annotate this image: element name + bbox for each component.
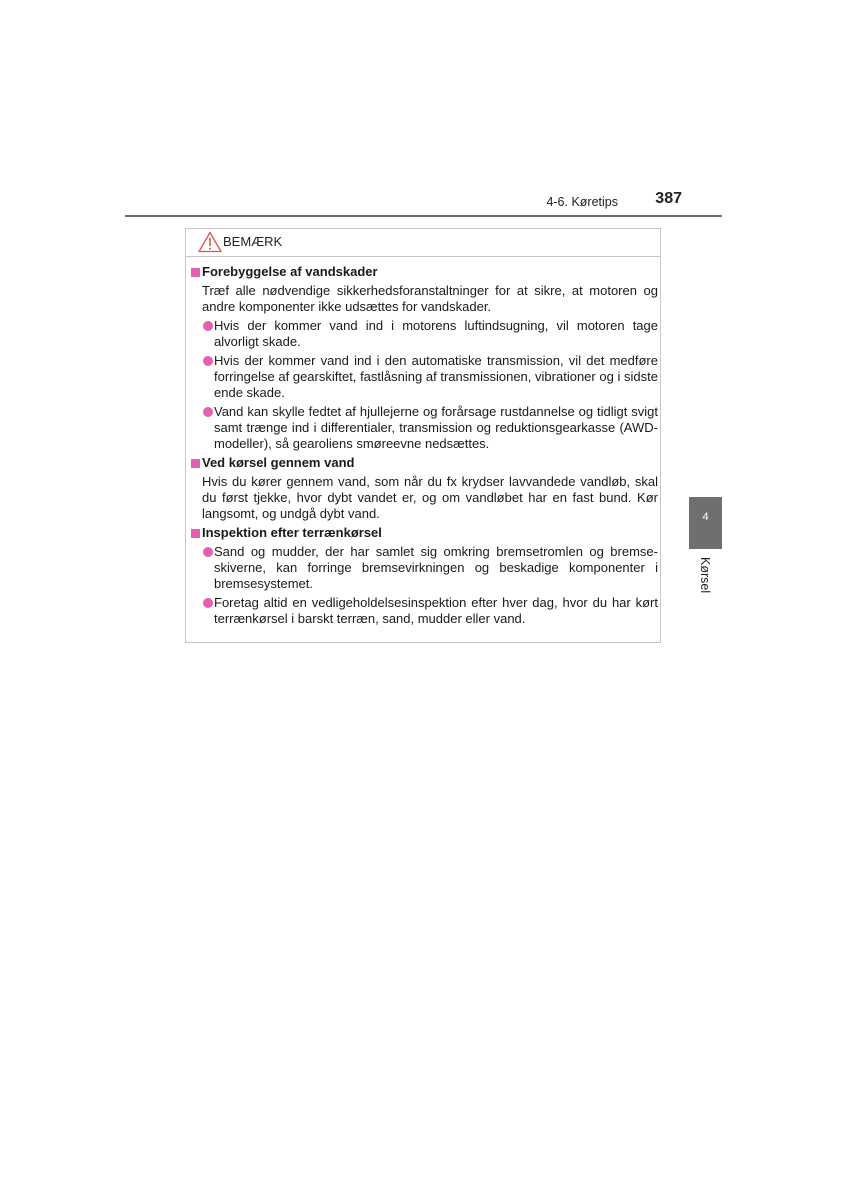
list-item: [190, 318, 658, 350]
square-bullet-icon: [191, 459, 200, 468]
list-item: [190, 544, 658, 592]
chapter-number: 4: [702, 511, 709, 523]
section-heading: [190, 264, 658, 280]
notice-header: [186, 229, 660, 257]
section-heading: [190, 525, 658, 541]
section-heading-text: Ved kørsel gennem vand: [202, 455, 355, 470]
square-bullet-icon: [191, 268, 200, 277]
notice-title: BEMÆRK: [223, 234, 283, 249]
list-item: [190, 404, 658, 452]
circle-bullet-icon: [203, 356, 213, 366]
page-number: 387: [655, 190, 682, 207]
list-item-text: Hvis der kommer vand ind i den automatiske transmission, vil det medføre forringelse af gearskiftet, fastlåsning af transmissionen, vibrationer og i sidste ende skade.: [214, 353, 658, 400]
page-header: [125, 188, 722, 218]
list-item-text: Foretag altid en vedligeholdelsesinspektion efter hver dag, hvor du har kørt terrænkørsel i barskt terræn, sand, mudder eller vand.: [214, 595, 658, 626]
circle-bullet-icon: [203, 407, 213, 417]
section-heading-text: Inspektion efter terrænkørsel: [202, 525, 382, 540]
square-bullet-icon: [191, 529, 200, 538]
header-rule: [125, 215, 722, 217]
circle-bullet-icon: [203, 547, 213, 557]
section-title: 4-6. Køretips: [546, 195, 618, 209]
circle-bullet-icon: [203, 598, 213, 608]
section-paragraph: Træf alle nødvendige sikkerhedsforanstaltninger for at sikre, at motoren og andre komponenter ikke udsættes for vandskader.: [202, 283, 658, 314]
list-item-text: Vand kan skylle fedtet af hjullejerne og forårsage rustdannelse og tidligt svigt samt trænge ind i differentialer, transmission og reduktionsgearkasse (AWD-modeller), så gearoliens smøreevne nedsættes.: [214, 404, 658, 451]
notice-box: [185, 228, 661, 643]
list-item: [190, 595, 658, 627]
chapter-tab: [689, 497, 722, 549]
section-heading-text: Forebyggelse af vandskader: [202, 264, 378, 279]
warning-triangle-icon: [198, 231, 222, 253]
section-paragraph: Hvis du kører gennem vand, som når du fx krydser lavvandede vandløb, skal du først tjekke, hvor dybt vandet er, og om vandløbet har en fast bund. Kør langsomt, og undgå dybt vand.: [202, 474, 658, 521]
chapter-label: Kørsel: [698, 557, 712, 594]
list-item: [190, 353, 658, 401]
notice-section: [190, 525, 658, 627]
notice-body: [190, 264, 658, 630]
list-item-text: Hvis der kommer vand ind i motorens luftindsugning, vil motoren tage alvorligt skade.: [214, 318, 658, 349]
notice-section: [190, 455, 658, 522]
circle-bullet-icon: [203, 321, 213, 331]
list-item-text: Sand og mudder, der har samlet sig omkring bremsetromlen og bremseskiverne, kan forringe bremsevirkningen og beskadige komponenter i bremsesystemet.: [214, 544, 658, 591]
notice-section: [190, 264, 658, 452]
section-heading: [190, 455, 658, 471]
